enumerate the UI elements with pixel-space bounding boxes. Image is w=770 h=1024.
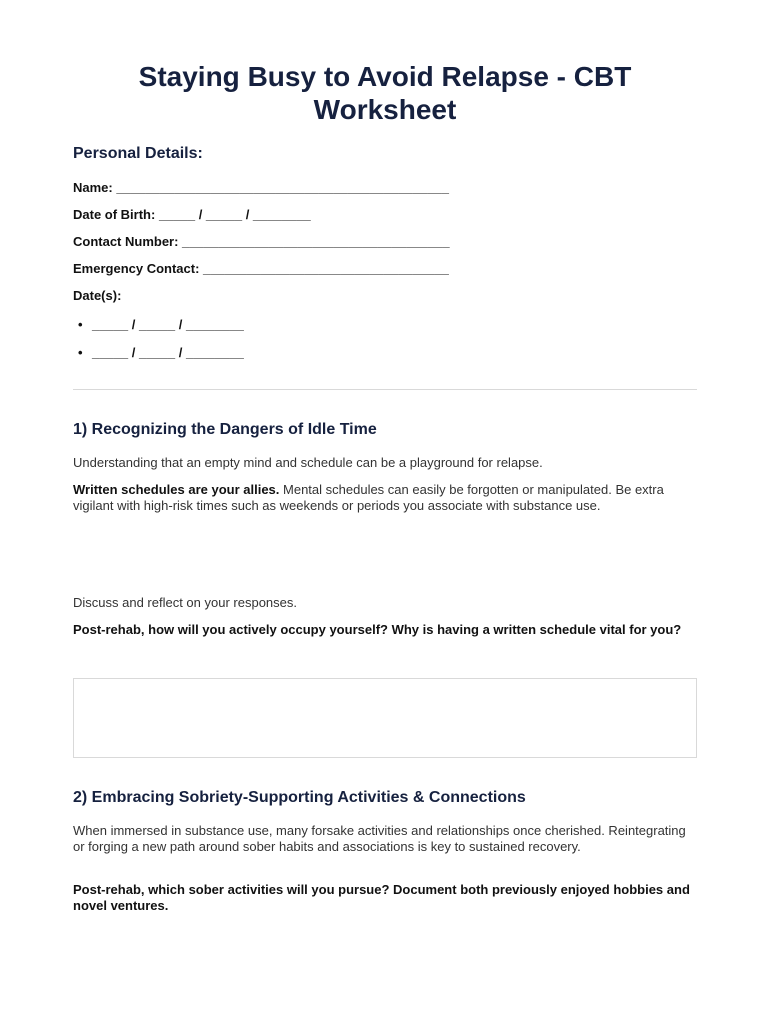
section-2-intro: When immersed in substance use, many forsake activities and relationships once cherished. Reintegrating or forging a new path around sober habits and associations is key to sustained recovery. [73,823,686,854]
date-list-item[interactable] [78,345,244,360]
section-divider [73,389,697,390]
date-list-item[interactable] [78,317,244,332]
dob-field[interactable]: Date of Birth: _____ / _____ / ________ [73,207,311,222]
section-1-body-text: Mental schedules can easily be forgotten or manipulated. Be extra vigilant with high-risk times such as weekends or periods you associate with substance use. [73,482,664,513]
dates-label: Date(s): [73,288,122,303]
title-line-2: Worksheet [313,94,457,125]
answer-box[interactable] [73,678,697,758]
page-title [60,60,710,126]
date-entry[interactable]: _____ / _____ / ________ [92,345,244,360]
bullet-icon: • [78,317,83,332]
name-field[interactable]: Name: ______________________________________________ [73,180,449,195]
section-2-heading: 2) Embracing Sobriety-Supporting Activities & Connections [73,789,526,806]
title-line-1: Staying Busy to Avoid Relapse - CBT [138,61,632,92]
date-entry[interactable]: _____ / _____ / ________ [92,317,244,332]
section-1-heading: 1) Recognizing the Dangers of Idle Time [73,421,377,438]
section-1-bold-lead: Written schedules are your allies. [73,482,280,497]
personal-details-heading: Personal Details: [73,145,203,162]
section-1-intro: Understanding that an empty mind and schedule can be a playground for relapse. [73,455,543,470]
bullet-icon: • [78,345,83,360]
section-2-question: Post-rehab, which sober activities will you pursue? Document both previously enjoyed hobbies and novel ventures. [73,882,690,913]
section-1-question: Post-rehab, how will you actively occupy yourself? Why is having a written schedule vital for you? [73,622,682,637]
section-1-discuss: Discuss and reflect on your responses. [73,595,297,610]
section-1-body [73,482,697,514]
emergency-contact-field[interactable]: Emergency Contact: __________________________________ [73,261,449,276]
contact-number-field[interactable]: Contact Number: _____________________________________ [73,234,450,249]
